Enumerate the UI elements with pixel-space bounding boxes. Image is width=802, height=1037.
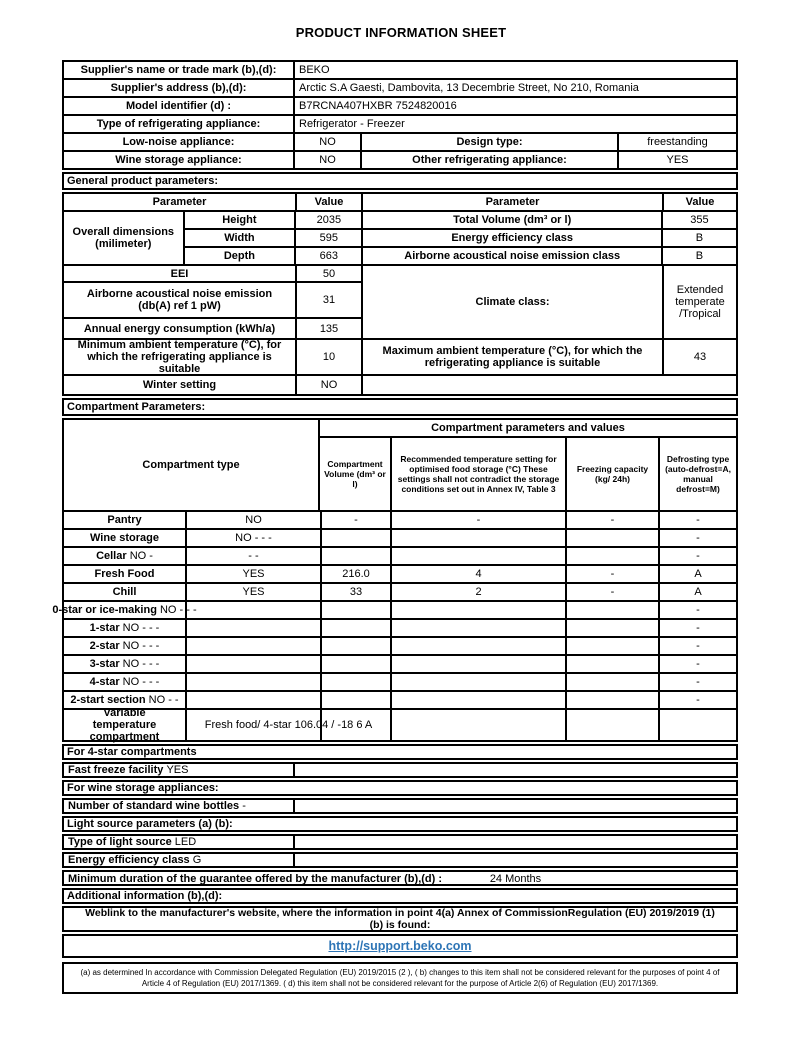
compartment-temp-cell <box>390 530 565 546</box>
table-row <box>64 281 361 317</box>
compartment-label: 3-star <box>89 658 120 670</box>
compartment-type-cell <box>64 692 185 708</box>
dimension-values <box>294 212 361 264</box>
dimensions-rows <box>64 210 736 264</box>
column-header-freezing: Freezing capacity (kg/ 24h) <box>565 438 658 510</box>
ambient-temperature-row <box>64 338 736 374</box>
compartment-volume-cell <box>320 602 390 618</box>
compartment-column-headers <box>320 436 736 510</box>
empty-cell <box>565 710 658 740</box>
four-star-section-header: For 4-star compartments <box>62 744 738 760</box>
column-header: Parameter <box>152 196 207 208</box>
compartment-row <box>64 672 736 690</box>
compartment-volume-cell <box>320 674 390 690</box>
supplier-address-value: Arctic S.A Gaesti, Dambovita, 13 Decembrie Street, No 210, Romania <box>293 80 736 96</box>
supplier-section <box>62 60 738 170</box>
compartment-freezing-cell: - <box>565 512 658 528</box>
compartment-freezing-cell: - <box>565 584 658 600</box>
compartment-label: 2-star <box>89 640 120 652</box>
compartment-freezing-cell <box>565 620 658 636</box>
empty-cell <box>293 764 736 776</box>
column-header: Parameter <box>361 194 662 210</box>
compartment-temp-cell <box>390 548 565 564</box>
compartment-value-cell: - - <box>185 548 320 564</box>
width-value: 595 <box>296 228 361 246</box>
compartment-volume-cell <box>320 638 390 654</box>
compartment-value-cell: YES <box>185 584 320 600</box>
compartment-freezing-cell <box>565 692 658 708</box>
compartment-volume-cell <box>320 692 390 708</box>
compartment-value-cell <box>185 674 320 690</box>
supplier-address-label: Supplier's address (b),(d): <box>110 82 247 94</box>
compartment-value-cell <box>185 692 320 708</box>
compartment-label: Fresh Food <box>94 568 155 580</box>
annual-energy-value: 135 <box>295 319 361 338</box>
eei-climate-block <box>64 264 736 338</box>
empty-cell <box>293 854 736 866</box>
compartment-value-cell: NO <box>185 512 320 528</box>
design-type-value: freestanding <box>617 134 736 150</box>
compartment-header-right <box>318 420 736 510</box>
compartment-temp-cell <box>390 656 565 672</box>
wine-section-header: For wine storage appliances: <box>62 780 738 796</box>
wine-storage-appliance-label: Wine storage appliance: <box>115 154 242 166</box>
compartment-type-cell <box>52 602 197 618</box>
compartment-defrost-cell: A <box>658 584 736 600</box>
compartment-label-note: NO - - - <box>119 640 160 652</box>
right-parameter-labels <box>361 212 660 264</box>
manufacturer-website-link[interactable]: http://support.beko.com <box>328 939 472 953</box>
compartment-label: 1-star <box>89 622 120 634</box>
energy-class-label: Energy efficiency class <box>363 228 660 246</box>
table-header-row <box>64 194 736 210</box>
max-ambient-label: Maximum ambient temperature (°C), for which the refrigerating appliance is suitable <box>361 340 662 374</box>
group-header: Compartment parameters and values <box>431 422 625 434</box>
compartment-volume-cell <box>320 530 390 546</box>
appliance-type-value: Refrigerator - Freezer <box>293 116 736 132</box>
compartment-value-cell <box>185 620 320 636</box>
table-row <box>64 317 361 338</box>
compartment-volume-cell: 33 <box>320 584 390 600</box>
compartment-freezing-cell <box>565 656 658 672</box>
compartment-row <box>64 582 736 600</box>
compartment-type-cell <box>64 566 185 582</box>
compartment-temp-cell <box>390 602 565 618</box>
fast-freeze-row <box>62 762 738 778</box>
compartment-type-cell <box>64 584 185 600</box>
table-row <box>64 96 736 114</box>
low-noise-label: Low-noise appliance: <box>122 136 235 148</box>
compartment-label: Cellar <box>96 550 127 562</box>
appliance-type-label: Type of refrigerating appliance: <box>96 118 261 130</box>
compartment-row <box>52 600 736 618</box>
variable-compartment-value: Fresh food/ 4-star 106.04 / -18 6 A <box>185 710 390 740</box>
weblink-row <box>62 934 738 958</box>
compartment-type-cell <box>64 656 185 672</box>
table-row <box>64 150 736 168</box>
guarantee-row <box>62 870 738 886</box>
light-class-label: Energy efficiency class G <box>68 854 202 866</box>
compartment-label: 2-start section <box>70 694 146 706</box>
light-type-value: LED <box>174 836 197 848</box>
compartment-type-cell <box>64 548 185 564</box>
general-parameters-section <box>62 192 738 396</box>
empty-cell <box>390 710 565 740</box>
compartment-temp-cell: 2 <box>390 584 565 600</box>
compartment-value-cell: NO - - - <box>185 530 320 546</box>
compartment-freezing-cell <box>565 548 658 564</box>
empty-cell <box>361 376 736 394</box>
wine-bottles-row <box>62 798 738 814</box>
compartment-row <box>64 564 736 582</box>
total-volume-label: Total Volume (dm³ or l) <box>453 214 572 226</box>
compartment-label-note: NO - - - <box>119 676 160 688</box>
low-noise-value: NO <box>293 134 360 150</box>
light-type-label: Type of light source LED <box>68 836 197 848</box>
noise-class-value: B <box>663 246 736 264</box>
weblink-description: Weblink to the manufacturer's website, where the information in point 4(a) Annex of CommissionRegulation (EU) 2019/2019 (1) (b) is found: <box>62 906 738 932</box>
compartment-freezing-cell <box>565 674 658 690</box>
compartment-label-note: NO - - - <box>156 604 197 616</box>
compartment-type-cell <box>64 674 185 690</box>
compartment-label: 4-star <box>89 676 120 688</box>
page-title: PRODUCT INFORMATION SHEET <box>295 25 507 40</box>
variable-compartment-label: Variable temperature compartment <box>89 707 160 743</box>
energy-class-value: B <box>663 228 736 246</box>
height-label: Height <box>222 214 257 226</box>
compartment-header-block <box>64 420 736 510</box>
guarantee-value: 24 Months <box>489 873 542 885</box>
compartment-volume-cell: - <box>320 512 390 528</box>
wine-storage-appliance-value: NO <box>293 152 360 168</box>
compartment-temp-cell <box>390 638 565 654</box>
compartment-row <box>64 528 736 546</box>
compartment-label-note: NO - - - <box>119 622 160 634</box>
other-refrigerating-label: Other refrigerating appliance: <box>360 152 617 168</box>
empty-cell <box>293 800 736 812</box>
compartment-freezing-cell <box>565 638 658 654</box>
compartment-label: Pantry <box>107 514 142 526</box>
compartment-volume-cell <box>320 620 390 636</box>
compartment-label: Wine storage <box>90 532 159 544</box>
empty-cell <box>658 710 736 740</box>
light-type-row <box>62 834 738 850</box>
compartment-defrost-cell: - <box>658 674 736 690</box>
guarantee-label: Minimum duration of the guarantee offered by the manufacturer (b),(d) : <box>68 873 443 885</box>
eei-label: EEI <box>170 267 189 280</box>
compartment-type-cell <box>64 638 185 654</box>
compartment-freezing-cell <box>565 530 658 546</box>
height-value: 2035 <box>316 214 342 226</box>
compartment-type-header: Compartment type <box>142 459 240 471</box>
depth-value: 663 <box>296 246 361 264</box>
variable-temperature-row <box>64 707 736 743</box>
width-label: Width <box>185 228 295 246</box>
compartment-freezing-cell <box>565 602 658 618</box>
table-row <box>64 78 736 96</box>
eei-noise-annual-rows <box>64 266 361 338</box>
compartment-temp-cell: 4 <box>390 566 565 582</box>
compartment-label-note: NO - - <box>145 694 179 706</box>
winter-setting-label: Winter setting <box>142 379 217 391</box>
light-source-section-header: Light source parameters (a) (b): <box>62 816 738 832</box>
compartment-section <box>52 418 738 743</box>
acoustical-noise-value: 31 <box>295 283 361 317</box>
compartment-rows <box>52 510 736 708</box>
noise-class-label: Airborne acoustical noise emission class <box>363 246 660 264</box>
column-header: Value <box>295 194 361 210</box>
compartment-temp-cell <box>390 674 565 690</box>
fast-freeze-value: YES <box>166 764 189 776</box>
empty-cell <box>293 836 736 848</box>
compartment-defrost-cell: - <box>658 620 736 636</box>
compartment-row <box>64 654 736 672</box>
annual-energy-label: Annual energy consumption (kWh/a) <box>83 322 276 335</box>
light-class-row <box>62 852 738 868</box>
compartment-label: 0-star or ice-making <box>52 604 157 616</box>
compartment-defrost-cell: - <box>658 602 736 618</box>
compartment-defrost-cell: - <box>658 692 736 708</box>
compartment-volume-cell: 216.0 <box>320 566 390 582</box>
right-parameter-values <box>661 212 736 264</box>
supplier-name-label: Supplier's name or trade mark (b),(d): <box>80 64 277 76</box>
fast-freeze-label: Fast freeze facility YES <box>68 764 189 776</box>
compartment-type-cell <box>64 512 185 528</box>
supplier-name-value: BEKO <box>293 62 736 78</box>
compartment-row <box>64 546 736 564</box>
compartment-defrost-cell: - <box>658 548 736 564</box>
additional-info-header: Additional information (b),(d): <box>62 888 738 904</box>
min-ambient-value: 10 <box>295 340 361 374</box>
column-header-defrosting: Defrosting type (auto-defrost=A, manual defrost=M) <box>658 438 736 510</box>
eei-value: 50 <box>295 266 361 281</box>
compartment-temp-cell <box>390 692 565 708</box>
compartment-row <box>64 510 736 528</box>
compartment-label: Chill <box>112 586 137 598</box>
compartment-volume-cell <box>320 548 390 564</box>
compartment-parameters-header: Compartment Parameters: <box>62 398 738 416</box>
design-type-label: Design type: <box>360 134 617 150</box>
table-row <box>64 132 736 150</box>
compartment-temp-cell: - <box>390 512 565 528</box>
winter-setting-value: NO <box>295 376 361 394</box>
column-header: Value <box>662 194 736 210</box>
min-ambient-label: Minimum ambient temperature (°C), for which the refrigerating appliance is suitable <box>77 339 282 375</box>
wine-bottles-value: - <box>242 800 246 812</box>
climate-class-value: Extended temperate /Tropical <box>662 266 736 338</box>
compartment-row <box>64 690 736 708</box>
compartment-value-cell <box>185 656 320 672</box>
column-header-volume: Compartment Volume (dm³ or l) <box>324 459 386 489</box>
model-identifier-label: Model identifier (d) : <box>125 100 232 112</box>
table-row <box>64 266 361 281</box>
compartment-row <box>64 636 736 654</box>
other-refrigerating-value: YES <box>617 152 736 168</box>
compartment-defrost-cell: - <box>658 638 736 654</box>
compartment-value-cell: YES <box>185 566 320 582</box>
footnote: (a) as determined In accordance with Commission Delegated Regulation (EU) 2019/2015 (2 ), ( b) changes to this item shall not be considered relevant for the purposes of point 4 of Article 4 of Regulation (EU) 2017/1369. ( d) this item shall not be considered relevant for the purpose of Article 2(6) of Regulation (EU) 2017/1369. <box>62 962 738 994</box>
compartment-defrost-cell: - <box>658 530 736 546</box>
compartment-freezing-cell: - <box>565 566 658 582</box>
wine-bottles-label: Number of standard wine bottles - <box>68 800 246 812</box>
table-row <box>64 62 736 78</box>
compartment-defrost-cell: - <box>658 512 736 528</box>
compartment-value-cell <box>185 638 320 654</box>
compartment-temp-cell <box>390 620 565 636</box>
model-identifier-value: B7RCNA407HXBR 7524820016 <box>293 98 736 114</box>
general-parameters-header: General product parameters: <box>62 172 738 190</box>
compartment-defrost-cell: - <box>658 656 736 672</box>
dimension-names <box>183 212 295 264</box>
compartment-type-cell <box>64 530 185 546</box>
product-information-sheet <box>52 60 738 994</box>
acoustical-noise-label: Airborne acoustical noise emission (db(A) ref 1 pW) <box>86 288 273 313</box>
compartment-label-note: NO - <box>126 550 153 562</box>
compartment-value-cell <box>185 602 320 618</box>
light-class-value: G <box>192 854 202 866</box>
compartment-label-note: NO - - - <box>119 658 160 670</box>
compartment-row <box>64 618 736 636</box>
climate-class-label: Climate class: <box>361 266 662 338</box>
column-header-temperature: Recommended temperature setting for optimised food storage (°C) These settings shall not contradict the storage conditions set out in Annex IV, Table 3 <box>390 438 565 510</box>
max-ambient-value: 43 <box>662 340 736 374</box>
compartment-volume-cell <box>320 656 390 672</box>
winter-setting-row <box>64 374 736 394</box>
compartment-type-cell <box>64 620 185 636</box>
compartment-defrost-cell: A <box>658 566 736 582</box>
table-row <box>64 114 736 132</box>
overall-dimensions-label: Overall dimensions (milimeter) <box>72 226 175 250</box>
total-volume-value: 355 <box>690 214 709 226</box>
depth-label: Depth <box>185 246 295 264</box>
